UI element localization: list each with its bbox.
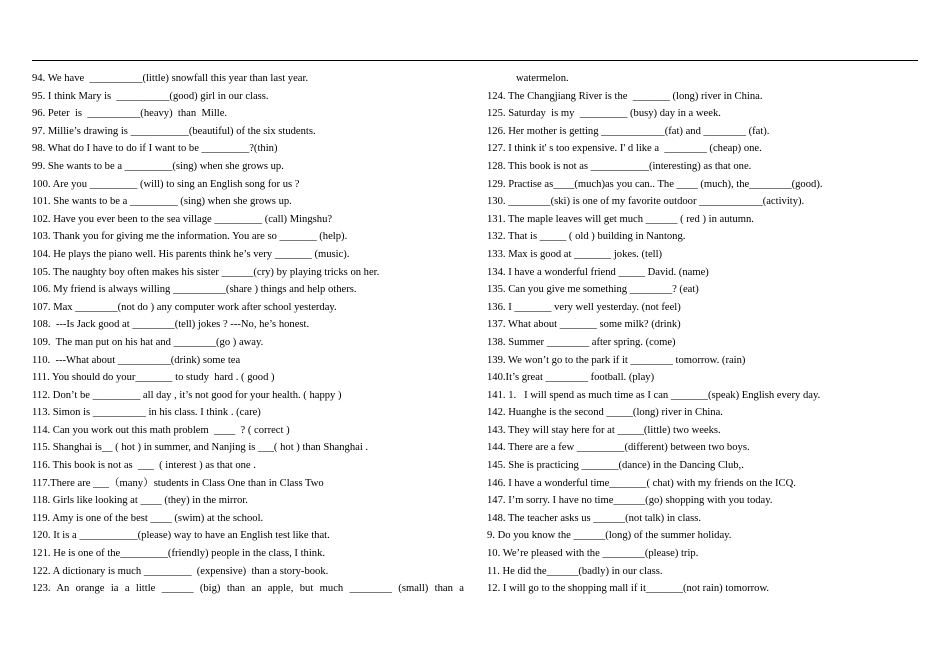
exercise-line: 129. Practise as____(much)as you can.. The ____ (much), the________(good). — [487, 178, 823, 190]
exercise-line: 96. Peter is __________(heavy) than Mille. — [32, 108, 228, 120]
exercise-line: 143. They will stay here for at _____(little) two weeks. — [487, 424, 721, 436]
exercise-line: 112. Don’t be _________ all day , it’s not good for your health. ( happy ) — [32, 389, 342, 401]
exercise-line: 94. We have __________(little) snowfall this year than last year. — [32, 73, 309, 84]
exercise-line: 125. Saturday is my _________ (busy) day in a week. — [487, 108, 721, 120]
exercise-line: 134. I have a wonderful friend _____ David. (name) — [487, 266, 709, 278]
exercise-line: 103. Thank you for giving me the information. You are so _______ (help). — [32, 231, 348, 243]
exercise-line: 11. He did the______(badly) in our class. — [487, 565, 663, 577]
exercise-line: 102. Have you ever been to the sea village _________ (call) Mingshu? — [32, 213, 333, 225]
exercise-line: 124. The Changjiang River is the _______ (long) river in China. — [487, 90, 763, 102]
exercise-line: 101. She wants to be a _________ (sing) when she grows up. — [32, 196, 292, 208]
exercise-line: 133. Max is good at _______ jokes. (tell) — [487, 248, 663, 260]
exercise-line: 104. He plays the piano well. His parents think he’s very _______ (music). — [32, 248, 350, 260]
exercise-line: 114. Can you work out this math problem ____ ? ( correct ) — [32, 424, 290, 436]
exercise-line: 109. The man put on his hat and ________(go ) away. — [32, 336, 264, 348]
exercise-line: 147. I’m sorry. I have no time______(go) shopping with you today. — [487, 495, 773, 507]
exercise-line: 111. You should do your_______ to study hard . ( good ) — [32, 372, 275, 384]
exercise-line: 108. ---Is Jack good at ________(tell) jokes ? ---No, he’s honest. — [32, 319, 310, 331]
left-column — [32, 70, 464, 598]
exercise-line: 10. We’re pleased with the ________(please) trip. — [487, 548, 699, 560]
exercise-line: 142. Huanghe is the second _____(long) river in China. — [487, 407, 723, 419]
exercise-line: 128. This book is not as ___________(interesting) as that one. — [487, 160, 752, 172]
exercise-line: 116. This book is not as ___ ( interest ) as that one . — [32, 460, 256, 472]
exercise-line: 99. She wants to be a _________(sing) when she grows up. — [32, 160, 284, 172]
exercise-line: 131. The maple leaves will get much ______ ( red ) in autumn. — [487, 213, 754, 225]
exercise-line: 132. That is _____ ( old ) building in Nantong. — [487, 231, 686, 243]
exercise-line: 117.There are ___（many）students in Class One than in Class Two — [32, 477, 324, 489]
exercise-line: 137. What about _______ some milk? (drink) — [487, 319, 681, 331]
exercise-line: 139. We won’t go to the park if it ________ tomorrow. (rain) — [487, 354, 746, 366]
exercise-line: 105. The naughty boy often makes his sister ______(cry) by playing tricks on her. — [32, 266, 380, 278]
exercise-line: 9. Do you know the ______(long) of the summer holiday. — [487, 530, 732, 542]
exercise-line: 98. What do I have to do if I want to be _________?(thin) — [32, 143, 278, 155]
exercise-line: 97. Millie’s drawing is ___________(beautiful) of the six students. — [32, 125, 316, 137]
exercise-line: 138. Summer ________ after spring. (come) — [487, 336, 676, 348]
exercise-line: 121. He is one of the_________(friendly) people in the class, I think. — [32, 548, 326, 560]
exercise-line: 146. I have a wonderful time_______( chat) with my friends on the ICQ. — [487, 477, 796, 489]
exercise-line: 145. She is practicing _______(dance) in the Dancing Club,. — [487, 460, 744, 472]
exercise-line: 113. Simon is __________ in his class. I think . (care) — [32, 407, 261, 419]
exercise-line: 120. It is a ___________(please) way to have an English test like that. — [32, 530, 330, 542]
exercise-line: 140.It’s great ________ football. (play) — [487, 372, 655, 384]
exercise-line: 136. I _______ very well yesterday. (not feel) — [487, 301, 681, 313]
exercise-line-continuation: watermelon. — [516, 73, 569, 84]
exercise-line: 130. ________(ski) is one of my favorite outdoor ____________(activity). — [487, 196, 805, 208]
exercise-line: 107. Max ________(not do ) any computer work after school yesterday. — [32, 301, 337, 313]
exercise-line: 110. ---What about __________(drink) some tea — [32, 354, 241, 366]
header-rule — [32, 60, 918, 61]
exercise-line: 144. There are a few _________(different) between two boys. — [487, 442, 750, 454]
exercise-line: 95. I think Mary is __________(good) girl in our class. — [32, 90, 269, 102]
exercise-line: 126. Her mother is getting ____________(fat) and ________ (fat). — [487, 125, 770, 137]
exercise-line: 122. A dictionary is much _________ (expensive) than a story-book. — [32, 565, 329, 577]
exercise-line: 115. Shanghai is__ ( hot ) in summer, and Nanjing is ___( hot ) than Shanghai . — [32, 442, 369, 454]
exercise-line: 148. The teacher asks us ______(not talk) in class. — [487, 512, 701, 524]
right-column — [487, 70, 918, 598]
exercise-line: 106. My friend is always willing __________(share ) things and help others. — [32, 284, 357, 296]
exercise-line: 127. I think it' s too expensive. I' d like a ________ (cheap) one. — [487, 143, 762, 155]
exercise-line: 12. I will go to the shopping mall if it_______(not rain) tomorrow. — [487, 583, 770, 595]
exercise-line: 141. 1. I will spend as much time as I can _______(speak) English every day. — [487, 389, 821, 401]
exercise-line: 135. Can you give me something ________? (eat) — [487, 284, 699, 296]
exercise-line: 100. Are you _________ (will) to sing an English song for us ? — [32, 178, 300, 190]
exercise-line: 118. Girls like looking at ____ (they) in the mirror. — [32, 495, 248, 507]
exercise-line: 119. Amy is one of the best ____ (swim) at the school. — [32, 512, 264, 524]
exercise-line: 123. An orange ia a little ______ (big) than an apple, but much ________ (small) than a — [32, 583, 464, 595]
